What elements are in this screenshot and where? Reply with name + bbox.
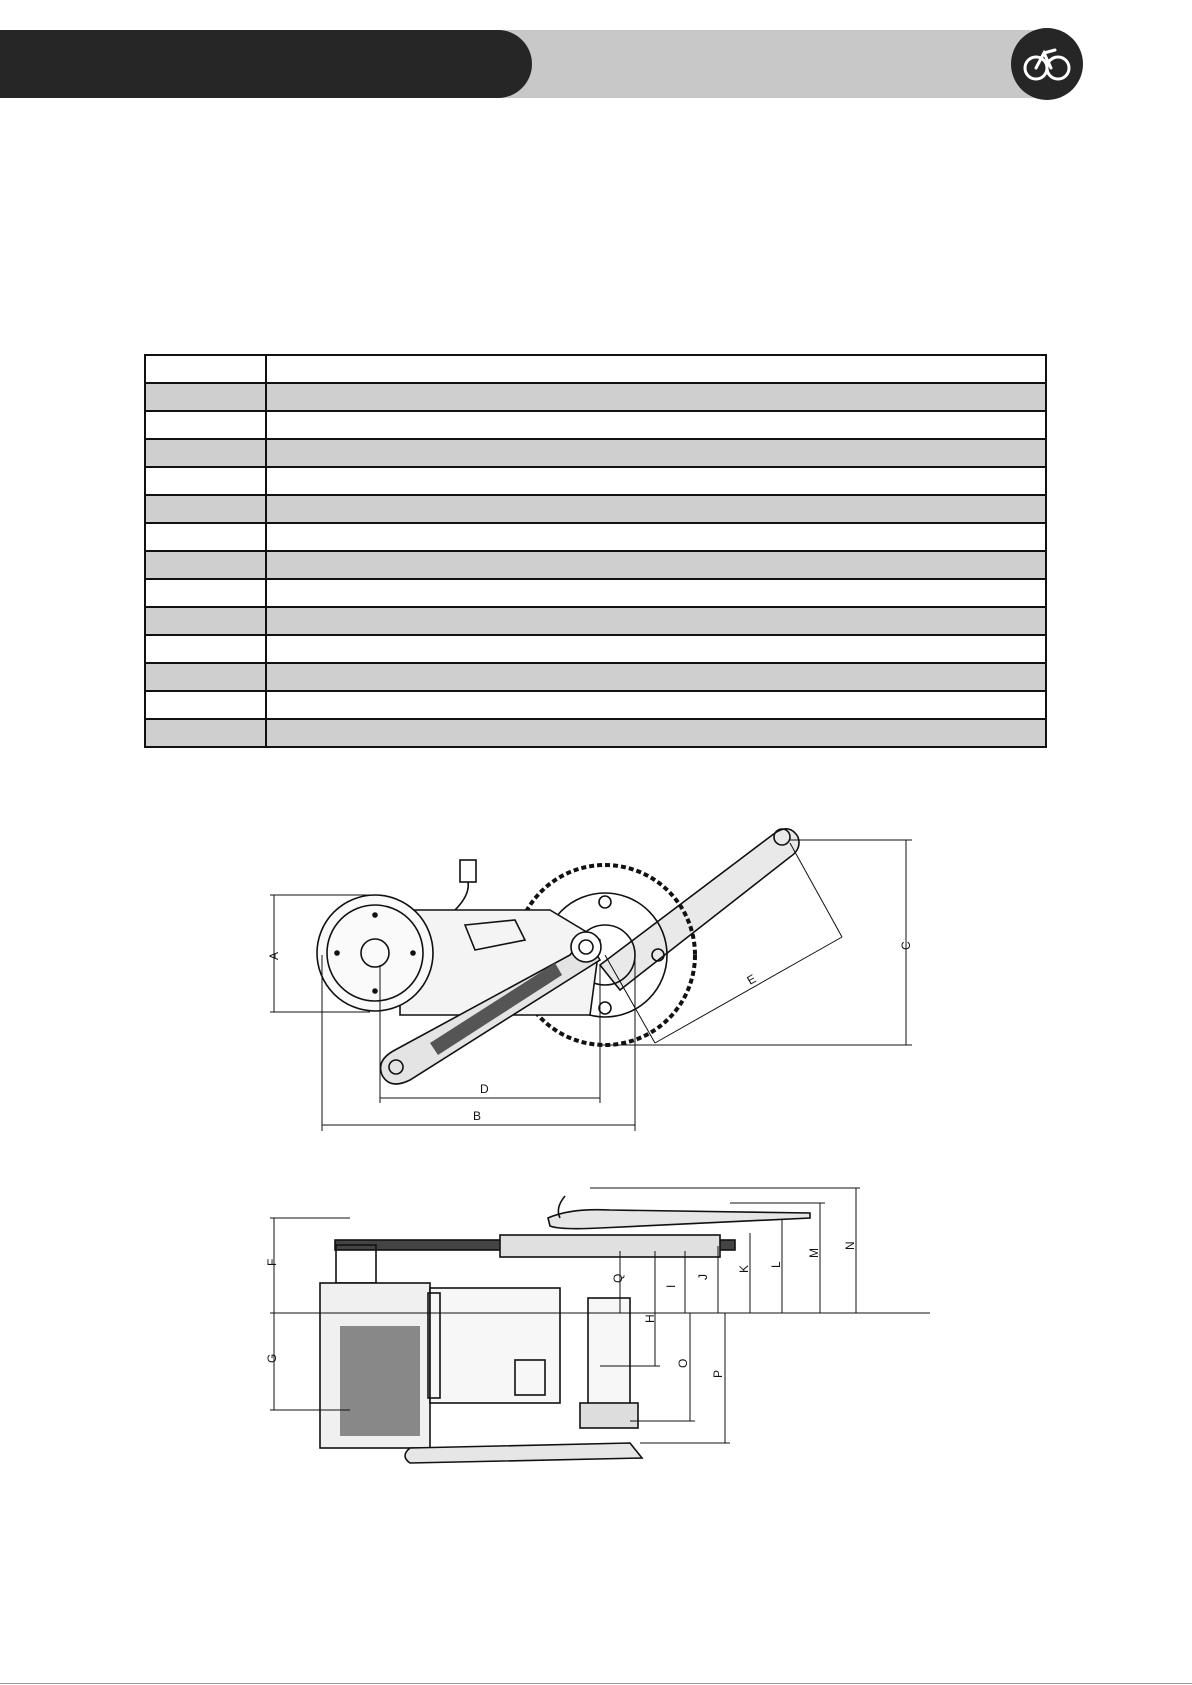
table-cell-parameter	[145, 523, 266, 551]
dimension-b-label: B	[473, 1109, 482, 1123]
table-cell-parameter	[145, 551, 266, 579]
table-row	[145, 439, 1046, 467]
table-row	[145, 579, 1046, 607]
table-row	[145, 551, 1046, 579]
table-row	[145, 663, 1046, 691]
dimension-m-label: M	[807, 1248, 821, 1258]
header-title-band	[0, 30, 532, 98]
table-cell-value	[266, 495, 1046, 523]
table-row	[145, 635, 1046, 663]
bicycle-logo-icon	[1011, 28, 1083, 100]
dimension-g-label: G	[265, 1353, 279, 1363]
dimension-j-label: J	[696, 1274, 710, 1280]
dimension-l-label: L	[769, 1261, 783, 1268]
table-cell-value	[266, 691, 1046, 719]
motor-side-view-drawing	[267, 815, 930, 1135]
table-cell-parameter	[145, 719, 266, 747]
table-cell-value	[266, 523, 1046, 551]
dimension-n-label: N	[843, 1241, 857, 1250]
table-cell-value	[266, 663, 1046, 691]
table-row	[145, 355, 1046, 383]
table-row	[145, 383, 1046, 411]
dimension-c-label: C	[899, 941, 913, 950]
dimension-f-label: F	[265, 1258, 279, 1266]
dimension-o-label: O	[676, 1358, 690, 1368]
dimension-d-label: D	[480, 1082, 489, 1096]
dimension-i-label: I	[664, 1284, 678, 1288]
table-cell-value	[266, 719, 1046, 747]
footer-rule	[0, 1683, 1192, 1684]
table-cell-value	[266, 607, 1046, 635]
table-cell-parameter	[145, 635, 266, 663]
table-cell-parameter	[145, 439, 266, 467]
dimension-k-label: K	[737, 1264, 751, 1273]
table-row	[145, 607, 1046, 635]
table-cell-parameter	[145, 663, 266, 691]
table-cell-parameter	[145, 579, 266, 607]
specification-table	[144, 354, 1047, 748]
table-cell-value	[266, 551, 1046, 579]
table-cell-value	[266, 383, 1046, 411]
dimension-q-label: Q	[611, 1273, 625, 1283]
table-row	[145, 719, 1046, 747]
table-cell-parameter	[145, 383, 266, 411]
table-cell-parameter	[145, 607, 266, 635]
table-cell-value	[266, 467, 1046, 495]
table-cell-parameter	[145, 495, 266, 523]
table-cell-parameter	[145, 691, 266, 719]
table-row	[145, 691, 1046, 719]
table-row	[145, 467, 1046, 495]
table-cell-value	[266, 579, 1046, 607]
table-cell-value	[266, 411, 1046, 439]
motor-top-view-drawing	[265, 1188, 930, 1478]
dimension-e-label: E	[744, 971, 759, 988]
table-row	[145, 411, 1046, 439]
table-cell-parameter	[145, 411, 266, 439]
table-row	[145, 523, 1046, 551]
table-cell-value	[266, 355, 1046, 383]
table-cell-parameter	[145, 355, 266, 383]
table-cell-value	[266, 635, 1046, 663]
dimension-h-label: H	[643, 1314, 657, 1323]
table-cell-value	[266, 439, 1046, 467]
table-row	[145, 495, 1046, 523]
table-cell-parameter	[145, 467, 266, 495]
dimension-p-label: P	[711, 1369, 725, 1378]
dimension-a-label: A	[267, 951, 281, 960]
